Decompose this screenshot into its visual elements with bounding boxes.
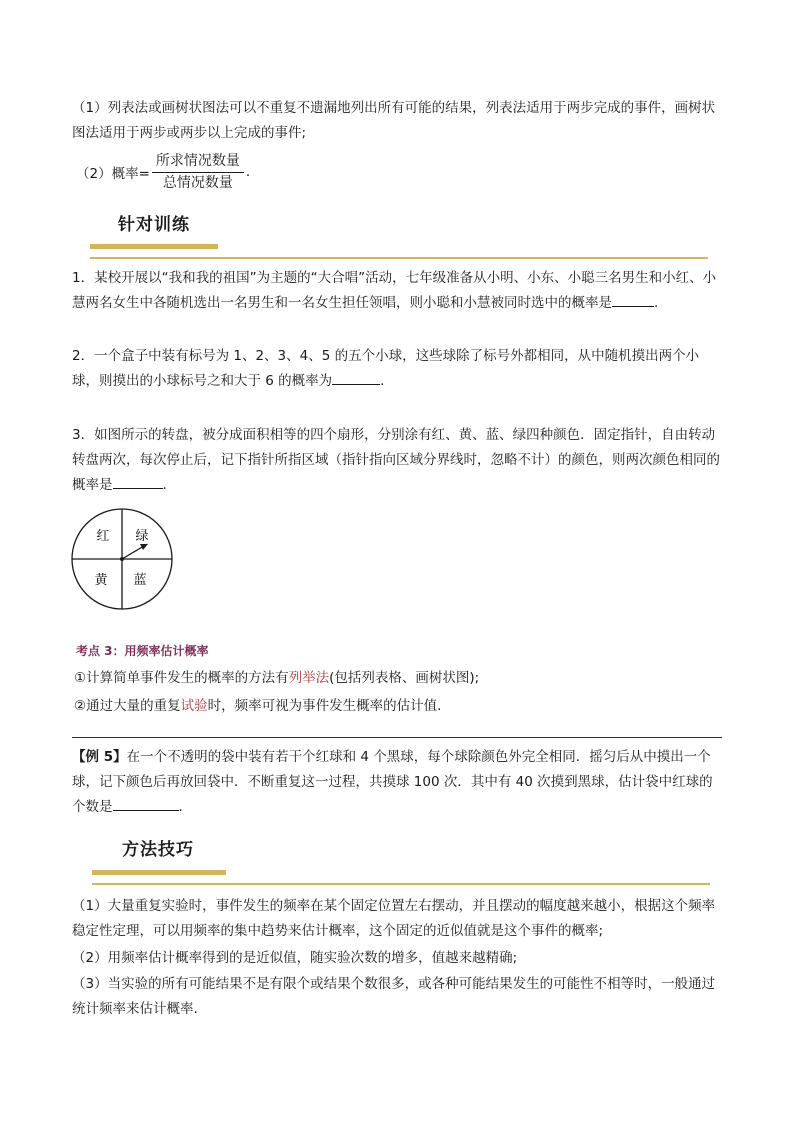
spinner-pointer	[122, 546, 144, 559]
question-1	[72, 266, 724, 316]
topic-3-heading: 考点 3：用频率估计概率	[76, 644, 209, 658]
point-1-text-end: (包括列表格、画树状图);	[329, 670, 480, 686]
example-5-end: .	[178, 799, 183, 815]
sector-label-yellow: 黄	[94, 573, 108, 588]
question-3	[72, 423, 724, 498]
question-3-end: .	[162, 477, 167, 493]
question-3-text: 3．如图所示的转盘，被分成面积相等的四个扇形，分别涂有红、黄、蓝、绿四种颜色．固定指针，自由转动转盘两次，每次停止后，记下指针所指区域（指针指向区域分界线时，忽略不计）的颜色，则两次颜色相同的概率是	[72, 427, 720, 493]
question-2-end: .	[380, 373, 385, 389]
question-1-text: 1．某校开展以“我和我的祖国”为主题的“大合唱”活动，七年级准备从小明、小东、小聪三名男生和小红、小慧两名女生中各随机选出一名男生和一名女生担任领唱，则小聪和小慧被同时选中的概率是	[72, 270, 717, 311]
fraction-numerator: 所求情况数量	[152, 152, 244, 173]
spinner-pin	[120, 557, 124, 561]
answer-blank	[332, 370, 380, 385]
intro-item-1: （1）列表法或画树状图法可以不重复不遗漏地列出所有可能的结果，列表法适用于两步完成的事件，画树状图法适用于两步或两步以上完成的事件;	[72, 100, 716, 141]
example-5	[72, 745, 724, 820]
formula-prefix: （2）概率=	[76, 166, 150, 182]
answer-blank	[612, 292, 654, 307]
section-accent-bar	[92, 870, 226, 875]
example-5-text: 在一个不透明的袋中装有若干个红球和 4 个黑球，每个球除颜色外完全相同．摇匀后从中摸出一个球，记下颜色后再放回袋中．不断重复这一过程，共摸球 100 次．其中有 40 次摸到黑球，估计袋中红球的个数是	[72, 749, 713, 815]
topic-3-point-2	[74, 694, 726, 719]
question-1-end: .	[654, 295, 659, 311]
spinner-diagram	[70, 508, 176, 612]
sector-label-blue: 蓝	[133, 573, 147, 588]
sector-label-red: 红	[96, 529, 110, 544]
fraction-denominator: 总情况数量	[162, 174, 233, 191]
question-2	[72, 344, 724, 394]
divider	[72, 737, 722, 738]
section-accent-bar	[90, 244, 218, 249]
section-rule	[90, 257, 708, 259]
section-rule	[92, 883, 710, 885]
point-2-text-end: 时，频率可视为事件发生概率的估计值.	[207, 698, 442, 714]
method-item-3: （3）当实验的所有可能结果不是有限个或结果个数很多，或各种可能结果发生的可能性不相等时，一般通过统计频率来估计概率.	[72, 976, 716, 1017]
fraction	[152, 152, 244, 193]
question-2-text: 2．一个盒子中装有标号为 1、2、3、4、5 的五个小球，这些球除了标号外都相同，从中随机摸出两个小球，则摸出的小球标号之和大于 6 的概率为	[72, 348, 700, 389]
point-2-text: ②通过大量的重复	[74, 698, 181, 714]
section-title-training: 针对训练	[118, 215, 190, 235]
probability-formula	[76, 150, 250, 194]
topic-3-point-1	[74, 666, 726, 691]
method-item-1: （1）大量重复实验时，事件发生的频率在某个固定位置左右摆动，并且摆动的幅度越来越小，根据这个频率稳定性定理，可以用频率的集中趋势来估计概率，这个固定的近似值就是这个事件的概率;	[72, 898, 716, 939]
sector-label-green: 绿	[135, 529, 149, 544]
formula-suffix: .	[245, 164, 251, 180]
example-5-label: 【例 5】	[72, 749, 127, 765]
point-2-highlight: 试验	[180, 698, 208, 714]
point-1-highlight: 列举法	[288, 670, 330, 686]
method-item-2: （2）用频率估计概率得到的是近似值，随实验次数的增多，值越来越精确;	[72, 950, 518, 966]
answer-blank	[113, 796, 179, 811]
point-1-text: ①计算简单事件发生的概率的方法有	[74, 670, 289, 686]
answer-blank	[113, 474, 163, 489]
section-title-methods: 方法技巧	[122, 840, 194, 860]
